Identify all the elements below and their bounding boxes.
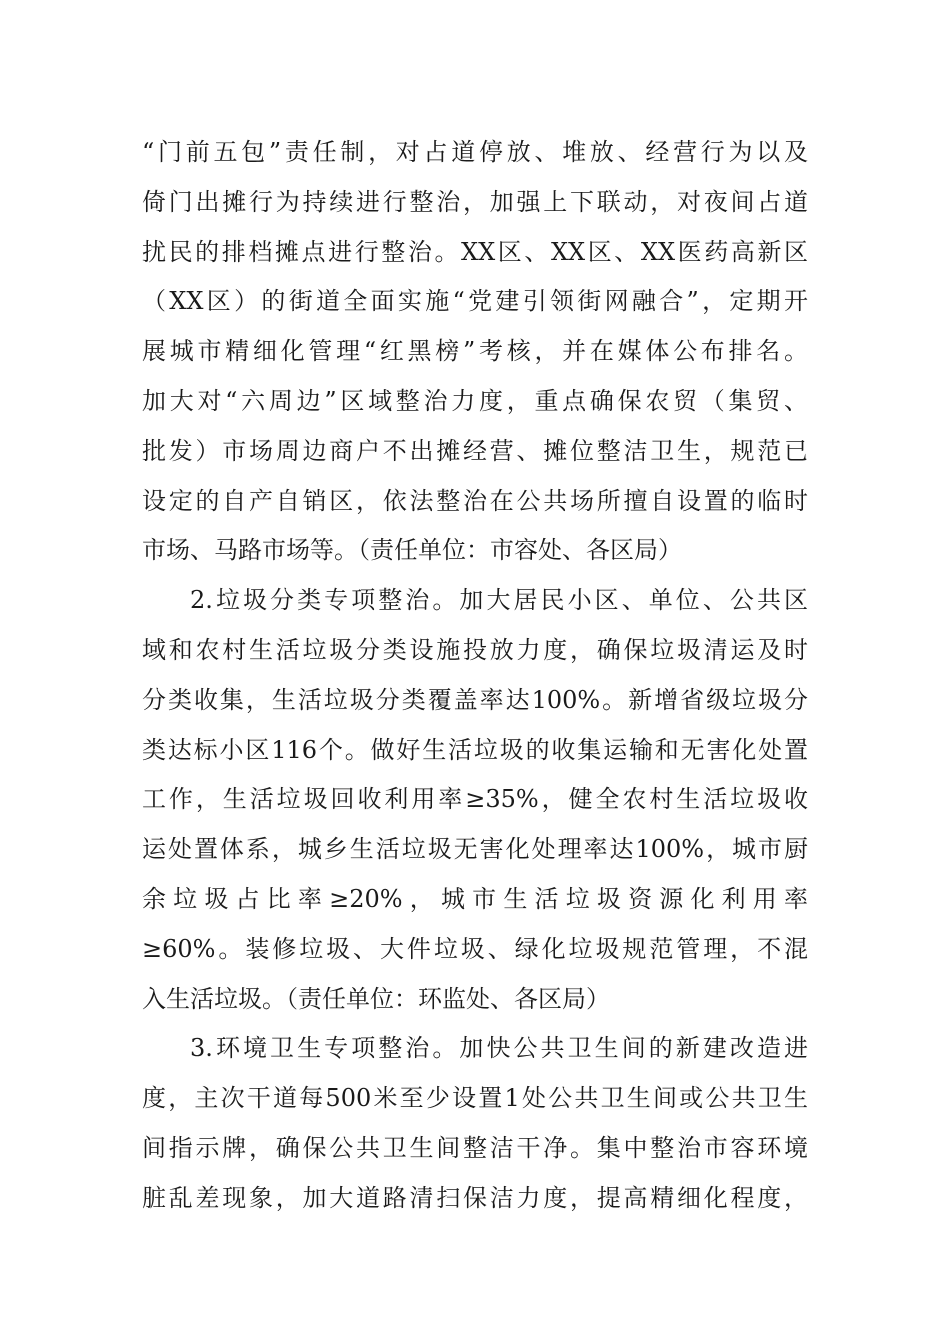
- text-line-20: 度，主次干道每500米至少设置1处公共卫生间或公共卫生: [142, 1084, 808, 1113]
- text-line-13: 类达标小区116个。做好生活垃圾的收集运输和无害化处置: [142, 735, 808, 764]
- text-line-5: 展城市精细化管理“红黑榜”考核，并在媒体公布排名。: [142, 337, 808, 366]
- text-line-10: 2.垃圾分类专项整治。加大居民小区、单位、公共区: [190, 586, 808, 615]
- text-line-22: 脏乱差现象，加大道路清扫保洁力度，提高精细化程度，: [142, 1183, 808, 1212]
- text-line-3: 扰民的排档摊点进行整治。XX区、XX区、XX医药高新区: [142, 237, 808, 266]
- text-line-1: “门前五包”责任制，对占道停放、堆放、经营行为以及: [142, 138, 808, 166]
- text-line-15: 运处置体系，城乡生活垃圾无害化处理率达100%，城市厨: [142, 835, 808, 864]
- text-line-14: 工作，生活垃圾回收利用率≥35%，健全农村生活垃圾收: [142, 785, 808, 814]
- text-line-2: 倚门出摊行为持续进行整治，加强上下联动，对夜间占道: [142, 187, 808, 216]
- text-line-8: 设定的自产自销区，依法整治在公共场所擅自设置的临时: [142, 486, 808, 515]
- text-line-19: 3.环境卫生专项整治。加快公共卫生间的新建改造进: [190, 1034, 808, 1063]
- text-line-11: 域和农村生活垃圾分类设施投放力度，确保垃圾清运及时: [142, 635, 808, 664]
- document-body: [142, 128, 808, 1224]
- text-line-18: 入生活垃圾。（责任单位：环监处、各区局）: [142, 984, 610, 1013]
- text-line-9: 市场、马路市场等。（责任单位：市容处、各区局）: [142, 536, 682, 565]
- text-line-7: 批发）市场周边商户不出摊经营、摊位整洁卫生，规范已: [142, 436, 808, 465]
- text-line-4: （XX区）的街道全面实施“党建引领街网融合”，定期开: [142, 287, 808, 316]
- text-line-17: ≥60%。装修垃圾、大件垃圾、绿化垃圾规范管理，不混: [142, 934, 808, 963]
- text-line-16: 余垃圾占比率≥20%，城市生活垃圾资源化利用率: [142, 884, 808, 913]
- text-line-12: 分类收集，生活垃圾分类覆盖率达100%。新增省级垃圾分: [142, 685, 808, 714]
- text-line-21: 间指示牌，确保公共卫生间整洁干净。集中整治市容环境: [142, 1133, 808, 1162]
- text-line-6: 加大对“六周边”区域整治力度，重点确保农贸（集贸、: [142, 386, 808, 415]
